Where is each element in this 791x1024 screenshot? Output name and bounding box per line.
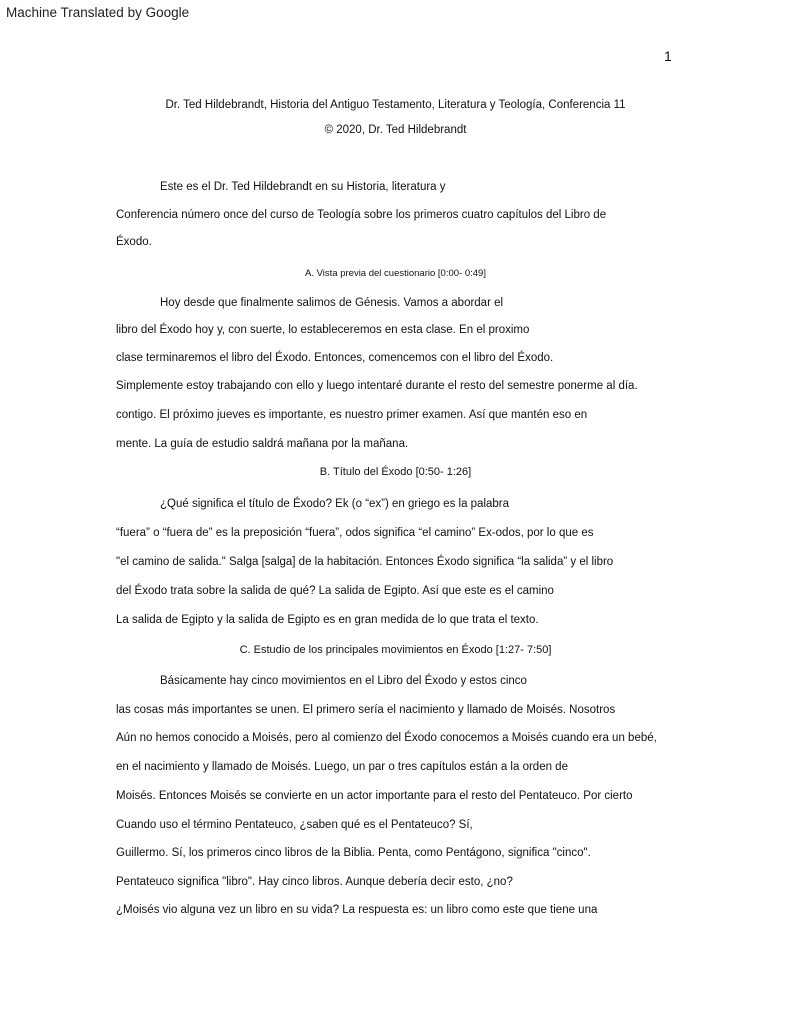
paragraph-line: La salida de Egipto y la salida de Egipto es en gran medida de lo que trata el texto. — [116, 614, 539, 626]
intro-line-1: Este es el Dr. Ted Hildebrandt en su Historia, literatura y — [160, 181, 446, 193]
paragraph-line: del Éxodo trata sobre la salida de qué? La salida de Egipto. Así que este es el camino — [116, 585, 554, 597]
paragraph-line: Moisés. Entonces Moisés se convierte en un actor importante para el resto del Pentateuco. Por cierto — [116, 790, 633, 802]
paragraph-line: libro del Éxodo hoy y, con suerte, lo estableceremos en esta clase. En el proximo — [116, 324, 530, 336]
section-heading-a: A. Vista previa del cuestionario [0:00- 0:49] — [305, 268, 486, 279]
paragraph-line: contigo. El próximo jueves es importante, es nuestro primer examen. Así que mantén eso en — [116, 409, 588, 421]
machine-translation-banner: Machine Translated by Google — [6, 5, 190, 20]
paragraph-line: Cuando uso el término Pentateuco, ¿saben qué es el Pentateuco? Sí, — [116, 819, 473, 831]
paragraph-line: Aún no hemos conocido a Moisés, pero al comienzo del Éxodo conocemos a Moisés cuando era un bebé, — [116, 732, 657, 744]
paragraph-line: Pentateuco significa "libro". Hay cinco libros. Aunque debería decir esto, ¿no? — [116, 876, 513, 888]
paragraph-line: Hoy desde que finalmente salimos de Génesis. Vamos a abordar el — [160, 297, 504, 309]
paragraph-line: “fuera” o “fuera de” es la preposición “fuera”, odos significa “el camino” Ex-odos, por lo que es — [116, 527, 594, 539]
paragraph-line: "el camino de salida." Salga [salga] de la habitación. Entonces Éxodo significa “la salida” y el libro — [116, 556, 614, 568]
paragraph-line: las cosas más importantes se unen. El primero sería el nacimiento y llamado de Moisés. Nosotros — [116, 704, 616, 716]
intro-line-2: Conferencia número once del curso de Teología sobre los primeros cuatro capítulos del Libro de — [116, 209, 607, 221]
paragraph-line: ¿Moisés vio alguna vez un libro en su vida? La respuesta es: un libro como este que tiene una — [116, 904, 598, 916]
paragraph-line: en el nacimiento y llamado de Moisés. Luego, un par o tres capítulos están a la orden de — [116, 761, 568, 773]
page-number: 1 — [664, 48, 672, 64]
paragraph-line: Guillermo. Sí, los primeros cinco libros de la Biblia. Penta, como Pentágono, significa "cinco". — [116, 847, 591, 859]
paragraph-line: Básicamente hay cinco movimientos en el Libro del Éxodo y estos cinco — [160, 675, 527, 687]
intro-line-3: Éxodo. — [116, 236, 152, 248]
paragraph-line: ¿Qué significa el título de Éxodo? Ek (o “ex”) en griego es la palabra — [160, 498, 510, 510]
section-heading-c: C. Estudio de los principales movimientos en Éxodo [1:27- 7:50] — [239, 644, 552, 656]
document-title: Dr. Ted Hildebrandt, Historia del Antiguo Testamento, Literatura y Teología, Conferencia 11 — [165, 99, 626, 111]
paragraph-line: clase terminaremos el libro del Éxodo. Entonces, comencemos con el libro del Éxodo. — [116, 352, 554, 364]
copyright-line: © 2020, Dr. Ted Hildebrandt — [324, 124, 467, 136]
paragraph-line: Simplemente estoy trabajando con ello y luego intentaré durante el resto del semestre ponerme al día. — [116, 380, 638, 392]
section-heading-b: B. Título del Éxodo [0:50- 1:26] — [319, 466, 472, 478]
paragraph-line: mente. La guía de estudio saldrá mañana por la mañana. — [116, 438, 409, 450]
